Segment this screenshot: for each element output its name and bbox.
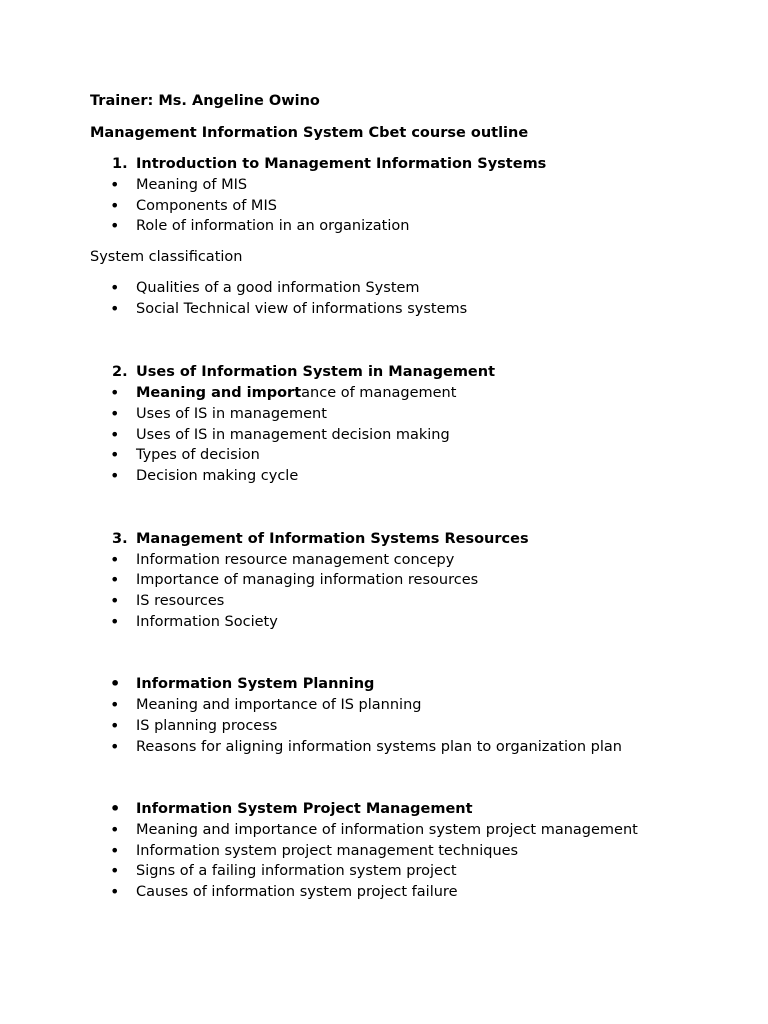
list-item-text: Decision making cycle [136,468,299,484]
list-item-text: Signs of a failing information system project [136,863,457,879]
section-2-title: Uses of Information System in Management [136,364,496,380]
bullet-icon: • [110,716,120,735]
list-item-text: Uses of IS in management [136,406,327,422]
bullet-icon: • [110,216,120,235]
bullet-icon: • [110,737,120,756]
bullet-icon: • [110,882,120,901]
list-item-text: IS planning process [136,718,278,734]
list-item-text: Importance of managing information resources [136,572,479,588]
section-1-number: 1. [112,156,128,172]
list-item-text: Role of information in an organization [136,218,410,234]
list-item-text: Components of MIS [136,198,277,214]
trainer-line: Trainer: Ms. Angeline Owino [90,93,320,109]
list-item-text [136,384,456,402]
list-item-text: Information resource management concepy [136,552,455,568]
section-2-number: 2. [112,364,128,380]
list-item-text: Meaning and importance of information system project management [136,822,638,838]
section-4-title: Information System Planning [136,676,375,692]
bullet-icon: • [110,278,120,297]
bullet-icon: • [110,674,121,693]
subheading-system-classification: System classification [90,249,243,265]
bullet-icon: • [110,820,120,839]
list-item-text: Social Technical view of informations systems [136,301,468,317]
section-1-title: Introduction to Management Information Systems [136,156,547,172]
list-item-text: Information Society [136,614,278,630]
list-item-text: Types of decision [136,447,260,463]
list-item-text: IS resources [136,593,225,609]
bullet-icon: • [110,175,120,194]
section-3-title: Management of Information Systems Resources [136,531,529,547]
bullet-icon: • [110,695,120,714]
list-item-text: Reasons for aligning information systems plan to organization plan [136,739,622,755]
list-item-text: Uses of IS in management decision making [136,427,450,443]
bullet-icon: • [110,299,120,318]
list-item-regular-part: ance of management [301,385,457,401]
bullet-icon: • [110,466,120,485]
list-item-text: Meaning and importance of IS planning [136,697,422,713]
bullet-icon: • [110,591,120,610]
bullet-icon: • [110,383,120,402]
list-item-text: Causes of information system project failure [136,884,458,900]
section-5-title: Information System Project Management [136,801,473,817]
course-title: Management Information System Cbet course outline [90,125,529,141]
section-3-number: 3. [112,531,128,547]
bullet-icon: • [110,550,120,569]
bullet-icon: • [110,841,120,860]
bullet-icon: • [110,196,120,215]
list-item-text: Meaning of MIS [136,177,248,193]
list-item-text: Information system project management techniques [136,843,519,859]
bullet-icon: • [110,861,120,880]
bullet-icon: • [110,612,120,631]
bullet-icon: • [110,445,120,464]
bullet-icon: • [110,570,120,589]
bullet-icon: • [110,799,121,818]
bullet-icon: • [110,425,120,444]
list-item-bold-part: Meaning and import [136,385,302,401]
list-item-text: Qualities of a good information System [136,280,420,296]
bullet-icon: • [110,404,120,423]
